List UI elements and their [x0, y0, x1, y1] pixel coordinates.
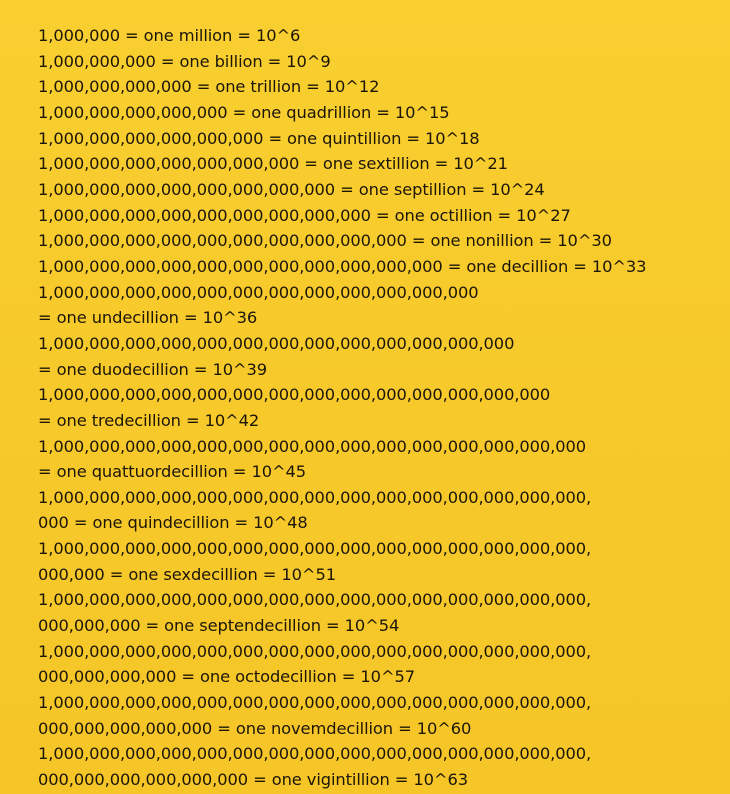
text-line: = one tredecillion = 10^42 [38, 410, 260, 430]
text-line: 1,000,000,000,000,000,000,000,000,000,000,000,000 [38, 282, 479, 302]
text-line: = one duodecillion = 10^39 [38, 359, 268, 379]
text-line: 1,000,000,000,000,000,000,000,000,000,000,000,000,000,000,000, [38, 590, 592, 610]
text-line: = one undecillion = 10^36 [38, 308, 258, 328]
text-line: 1,000,000,000,000,000,000,000,000,000,000,000,000,000 [38, 333, 515, 353]
text-line: 1,000,000,000,000,000,000,000,000,000,000,000,000,000,000 [38, 385, 551, 405]
text-line: 000,000 = one sexdecillion = 10^51 [38, 564, 336, 584]
text-line: 1,000,000,000,000,000,000,000,000,000,000 = one nonillion = 10^30 [38, 231, 612, 251]
text-line: 000,000,000,000,000 = one novemdecillion = 10^60 [38, 718, 472, 738]
text-line: 1,000,000,000,000,000,000,000,000,000 = one octillion = 10^27 [38, 205, 571, 225]
text-line: 1,000,000,000,000,000,000,000,000,000,000,000,000,000,000,000, [38, 539, 592, 559]
text-line: 1,000,000,000,000,000 = one quadrillion = 10^15 [38, 102, 450, 122]
text-line: 1,000,000,000,000,000,000,000,000,000,000,000,000,000,000,000, [38, 744, 592, 764]
text-line: 1,000,000,000,000,000,000,000,000,000,000,000,000,000,000,000, [38, 487, 592, 507]
text-line: = one quattuordecillion = 10^45 [38, 462, 307, 482]
text-line: 000,000,000,000,000,000 = one vigintillion = 10^63 [38, 770, 468, 790]
text-line: 1,000,000,000,000,000,000 = one quintillion = 10^18 [38, 128, 480, 148]
text-line: 1,000,000,000,000,000,000,000 = one sextillion = 10^21 [38, 154, 508, 174]
text-line: 1,000,000,000,000,000,000,000,000,000,000,000,000,000,000,000, [38, 693, 592, 713]
text-line: 000,000,000 = one septendecillion = 10^54 [38, 616, 400, 636]
text-line: 1,000,000,000,000 = one trillion = 10^12 [38, 77, 380, 97]
text-line: 1,000,000,000,000,000,000,000,000,000,000,000,000,000,000,000 [38, 436, 587, 456]
text-line: 000,000,000,000 = one octodecillion = 10^57 [38, 667, 415, 687]
text-line: 1,000,000 = one million = 10^6 [38, 26, 301, 45]
text-line: 1,000,000,000 = one billion = 10^9 [38, 51, 331, 71]
text-line: 1,000,000,000,000,000,000,000,000 = one septillion = 10^24 [38, 179, 545, 199]
text-line: 000 = one quindecillion = 10^48 [38, 513, 308, 533]
text-line: 1,000,000,000,000,000,000,000,000,000,000,000,000,000,000,000, [38, 641, 592, 661]
text-line: 1,000,000,000,000,000,000,000,000,000,000,000 = one decillion = 10^33 [38, 256, 647, 276]
